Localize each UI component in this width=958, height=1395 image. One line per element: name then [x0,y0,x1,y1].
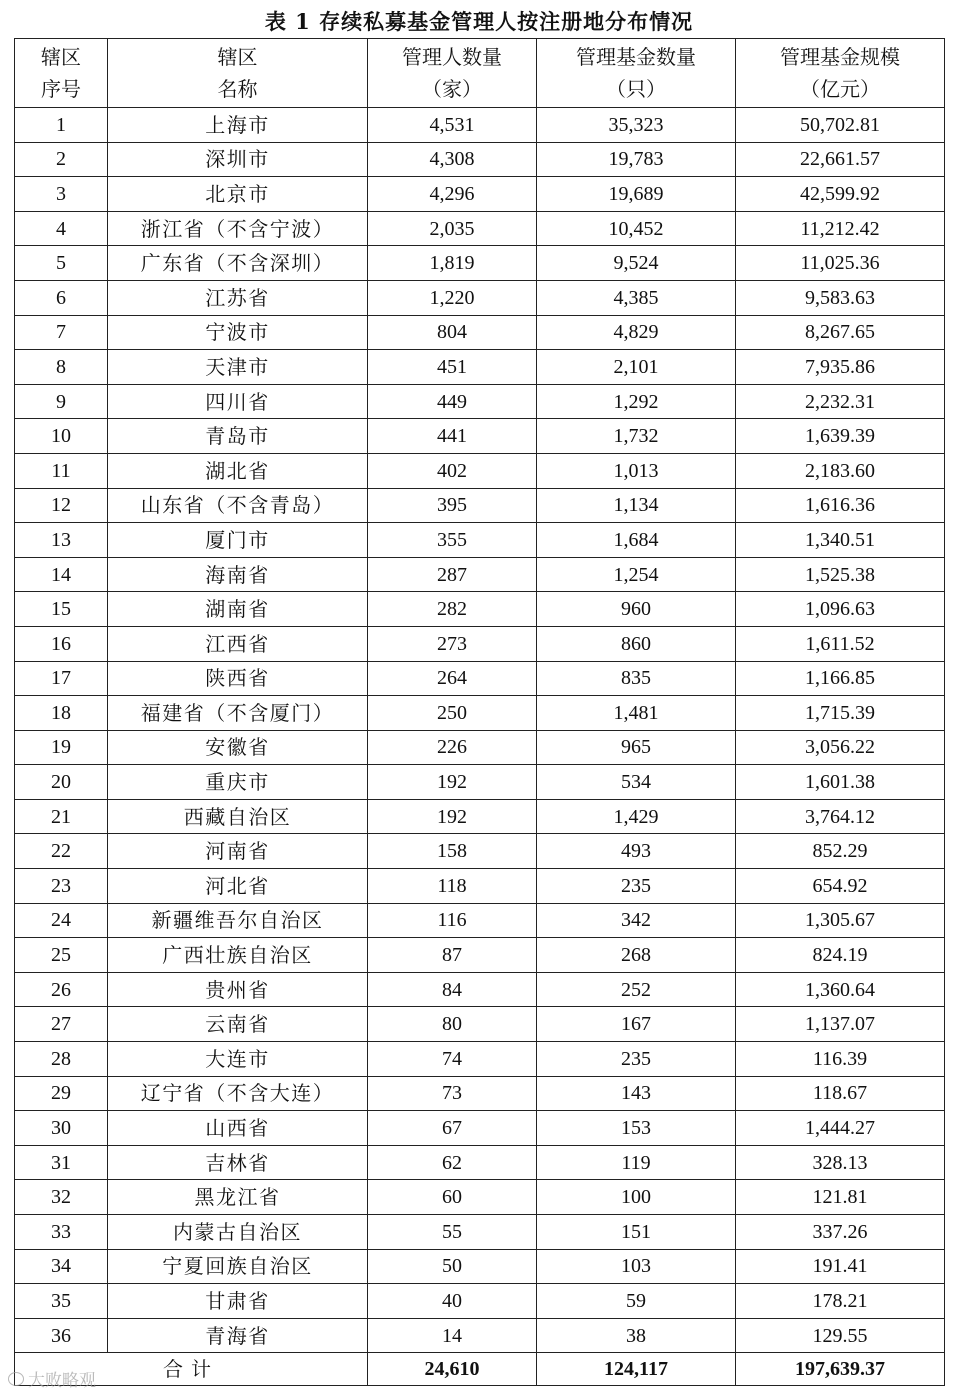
cell-managers: 158 [368,834,537,869]
header-index-line: 序号 [41,77,81,101]
cell-scale: 191.41 [736,1249,945,1284]
cell-region: 广西壮族自治区 [108,938,368,973]
table-row [15,419,945,454]
cell-region: 天津市 [108,350,368,385]
cell-index: 15 [15,592,108,627]
cell-scale: 852.29 [736,834,945,869]
cell-scale: 121.81 [736,1180,945,1215]
table-row [15,280,945,315]
cell-scale: 1,601.38 [736,765,945,800]
cell-scale: 1,096.63 [736,592,945,627]
header-index [15,39,108,108]
cell-managers: 87 [368,938,537,973]
cell-scale: 1,715.39 [736,696,945,731]
cell-scale: 50,702.81 [736,108,945,143]
cell-index: 4 [15,211,108,246]
cell-index: 36 [15,1318,108,1353]
watermark-text: 大败略观 [28,1371,96,1391]
cell-region: 陕西省 [108,661,368,696]
cell-index: 5 [15,246,108,281]
cell-scale: 328.13 [736,1145,945,1180]
cell-index: 1 [15,108,108,143]
cell-managers: 402 [368,453,537,488]
header-funds-line: （只） [606,77,666,101]
cell-scale: 42,599.92 [736,177,945,212]
cell-scale: 9,583.63 [736,280,945,315]
distribution-table [14,38,945,1386]
cell-scale: 118.67 [736,1076,945,1111]
cell-scale: 1,360.64 [736,972,945,1007]
table-row [15,453,945,488]
cell-region: 河南省 [108,834,368,869]
cell-index: 25 [15,938,108,973]
cell-index: 8 [15,350,108,385]
cell-index: 32 [15,1180,108,1215]
speech-bubble-icon [8,1372,24,1386]
header-region [108,39,368,108]
cell-scale: 1,611.52 [736,626,945,661]
cell-index: 24 [15,903,108,938]
cell-scale: 3,056.22 [736,730,945,765]
cell-managers: 40 [368,1284,537,1319]
cell-scale: 1,444.27 [736,1111,945,1146]
table-row [15,765,945,800]
cell-region: 西藏自治区 [108,799,368,834]
header-funds [537,39,736,108]
total-label: 合计 [15,1353,368,1386]
table-row [15,1249,945,1284]
table-row [15,696,945,731]
cell-funds: 268 [537,938,736,973]
cell-funds: 19,689 [537,177,736,212]
cell-funds: 1,429 [537,799,736,834]
table-row [15,1180,945,1215]
cell-region: 厦门市 [108,523,368,558]
cell-funds: 1,732 [537,419,736,454]
cell-index: 29 [15,1076,108,1111]
cell-index: 23 [15,869,108,904]
cell-region: 吉林省 [108,1145,368,1180]
table-row [15,869,945,904]
cell-funds: 860 [537,626,736,661]
cell-managers: 4,308 [368,142,537,177]
header-region-line: 名称 [217,77,258,101]
cell-funds: 252 [537,972,736,1007]
cell-managers: 1,220 [368,280,537,315]
cell-managers: 67 [368,1111,537,1146]
cell-index: 22 [15,834,108,869]
cell-funds: 103 [537,1249,736,1284]
cell-index: 34 [15,1249,108,1284]
total-row [15,1353,945,1386]
cell-region: 山东省（不含青岛） [108,488,368,523]
cell-scale: 129.55 [736,1318,945,1353]
cell-index: 3 [15,177,108,212]
cell-managers: 226 [368,730,537,765]
cell-region: 江西省 [108,626,368,661]
cell-index: 28 [15,1042,108,1077]
table-row [15,903,945,938]
table-row [15,661,945,696]
cell-region: 辽宁省（不含大连） [108,1076,368,1111]
cell-scale: 11,025.36 [736,246,945,281]
cell-region: 四川省 [108,384,368,419]
cell-index: 2 [15,142,108,177]
cell-index: 17 [15,661,108,696]
cell-region: 广东省（不含深圳） [108,246,368,281]
cell-region: 甘肃省 [108,1284,368,1319]
cell-index: 12 [15,488,108,523]
cell-managers: 118 [368,869,537,904]
cell-index: 11 [15,453,108,488]
cell-scale: 1,616.36 [736,488,945,523]
cell-scale: 8,267.65 [736,315,945,350]
cell-managers: 73 [368,1076,537,1111]
table-row [15,730,945,765]
cell-region: 青海省 [108,1318,368,1353]
cell-managers: 287 [368,557,537,592]
cell-scale: 7,935.86 [736,350,945,385]
cell-scale: 22,661.57 [736,142,945,177]
watermark [8,1366,96,1391]
header-managers-line: （家） [422,77,482,101]
cell-managers: 192 [368,799,537,834]
table-row [15,523,945,558]
table-row [15,938,945,973]
cell-region: 大连市 [108,1042,368,1077]
table-row [15,972,945,1007]
cell-region: 湖北省 [108,453,368,488]
cell-managers: 451 [368,350,537,385]
cell-region: 河北省 [108,869,368,904]
cell-scale: 654.92 [736,869,945,904]
cell-index: 21 [15,799,108,834]
cell-index: 19 [15,730,108,765]
total-funds: 124,117 [537,1353,736,1386]
cell-scale: 824.19 [736,938,945,973]
cell-funds: 9,524 [537,246,736,281]
cell-funds: 342 [537,903,736,938]
cell-funds: 1,254 [537,557,736,592]
cell-region: 青岛市 [108,419,368,454]
cell-managers: 355 [368,523,537,558]
cell-funds: 1,684 [537,523,736,558]
cell-funds: 119 [537,1145,736,1180]
cell-funds: 151 [537,1215,736,1250]
cell-index: 9 [15,384,108,419]
cell-scale: 3,764.12 [736,799,945,834]
cell-funds: 1,481 [537,696,736,731]
cell-managers: 84 [368,972,537,1007]
cell-funds: 493 [537,834,736,869]
cell-index: 33 [15,1215,108,1250]
cell-managers: 80 [368,1007,537,1042]
cell-region: 北京市 [108,177,368,212]
cell-managers: 4,296 [368,177,537,212]
cell-scale: 1,137.07 [736,1007,945,1042]
cell-managers: 4,531 [368,108,537,143]
cell-funds: 1,013 [537,453,736,488]
cell-funds: 10,452 [537,211,736,246]
cell-managers: 62 [368,1145,537,1180]
cell-funds: 100 [537,1180,736,1215]
cell-funds: 1,134 [537,488,736,523]
cell-funds: 1,292 [537,384,736,419]
cell-funds: 35,323 [537,108,736,143]
header-region-line: 辖区 [217,45,258,69]
cell-funds: 19,783 [537,142,736,177]
header-index-line: 辖区 [41,45,81,69]
cell-region: 云南省 [108,1007,368,1042]
cell-scale: 116.39 [736,1042,945,1077]
header-managers-line: 管理人数量 [402,45,502,69]
cell-funds: 143 [537,1076,736,1111]
table-row [15,1076,945,1111]
header-row [15,39,945,108]
cell-managers: 441 [368,419,537,454]
table-row [15,108,945,143]
cell-index: 13 [15,523,108,558]
total-managers: 24,610 [368,1353,537,1386]
cell-index: 10 [15,419,108,454]
table-row [15,488,945,523]
total-scale: 197,639.37 [736,1353,945,1386]
table-header [15,39,945,108]
cell-index: 31 [15,1145,108,1180]
table-title: 表 1 存续私募基金管理人按注册地分布情况 [264,9,694,34]
header-scale [736,39,945,108]
cell-scale: 1,525.38 [736,557,945,592]
table-row [15,350,945,385]
table-row [15,1318,945,1353]
table-row [15,626,945,661]
cell-managers: 192 [368,765,537,800]
cell-managers: 1,819 [368,246,537,281]
cell-index: 6 [15,280,108,315]
table-row [15,246,945,281]
cell-funds: 38 [537,1318,736,1353]
table-row [15,1145,945,1180]
cell-funds: 235 [537,869,736,904]
cell-managers: 116 [368,903,537,938]
cell-region: 福建省（不含厦门） [108,696,368,731]
cell-scale: 2,183.60 [736,453,945,488]
cell-region: 深圳市 [108,142,368,177]
cell-managers: 50 [368,1249,537,1284]
cell-index: 35 [15,1284,108,1319]
cell-region: 宁夏回族自治区 [108,1249,368,1284]
table-row [15,834,945,869]
cell-region: 江苏省 [108,280,368,315]
table-body [15,108,945,1353]
cell-scale: 337.26 [736,1215,945,1250]
cell-index: 18 [15,696,108,731]
cell-index: 7 [15,315,108,350]
cell-region: 内蒙古自治区 [108,1215,368,1250]
cell-scale: 1,340.51 [736,523,945,558]
cell-managers: 14 [368,1318,537,1353]
cell-index: 16 [15,626,108,661]
cell-region: 新疆维吾尔自治区 [108,903,368,938]
table-row [15,142,945,177]
cell-managers: 449 [368,384,537,419]
cell-managers: 282 [368,592,537,627]
cell-funds: 153 [537,1111,736,1146]
cell-funds: 59 [537,1284,736,1319]
header-managers [368,39,537,108]
cell-region: 湖南省 [108,592,368,627]
cell-region: 贵州省 [108,972,368,1007]
cell-managers: 395 [368,488,537,523]
cell-region: 海南省 [108,557,368,592]
cell-scale: 1,166.85 [736,661,945,696]
cell-funds: 167 [537,1007,736,1042]
cell-managers: 2,035 [368,211,537,246]
cell-funds: 960 [537,592,736,627]
table-row [15,211,945,246]
table-row [15,1042,945,1077]
header-funds-line: 管理基金数量 [576,45,696,69]
header-scale-line: 管理基金规模 [780,45,900,69]
table-row [15,384,945,419]
table-row [15,592,945,627]
cell-index: 27 [15,1007,108,1042]
table-row [15,799,945,834]
cell-scale: 178.21 [736,1284,945,1319]
cell-region: 上海市 [108,108,368,143]
table-row [15,1007,945,1042]
header-scale-line: （亿元） [800,77,880,101]
table-row [15,315,945,350]
cell-scale: 11,212.42 [736,211,945,246]
cell-index: 26 [15,972,108,1007]
table-row [15,177,945,212]
cell-managers: 60 [368,1180,537,1215]
cell-funds: 235 [537,1042,736,1077]
cell-managers: 804 [368,315,537,350]
cell-managers: 273 [368,626,537,661]
cell-region: 安徽省 [108,730,368,765]
cell-funds: 965 [537,730,736,765]
cell-region: 浙江省（不含宁波） [108,211,368,246]
table-row [15,1284,945,1319]
cell-index: 14 [15,557,108,592]
cell-index: 30 [15,1111,108,1146]
cell-managers: 55 [368,1215,537,1250]
cell-scale: 1,305.67 [736,903,945,938]
cell-region: 山西省 [108,1111,368,1146]
cell-region: 宁波市 [108,315,368,350]
table-row [15,1215,945,1250]
cell-funds: 835 [537,661,736,696]
cell-funds: 534 [537,765,736,800]
table-row [15,1111,945,1146]
cell-managers: 264 [368,661,537,696]
cell-managers: 250 [368,696,537,731]
cell-scale: 1,639.39 [736,419,945,454]
cell-index: 20 [15,765,108,800]
cell-funds: 4,385 [537,280,736,315]
cell-scale: 2,232.31 [736,384,945,419]
table-row [15,557,945,592]
cell-funds: 2,101 [537,350,736,385]
cell-region: 重庆市 [108,765,368,800]
cell-region: 黑龙江省 [108,1180,368,1215]
cell-managers: 74 [368,1042,537,1077]
cell-funds: 4,829 [537,315,736,350]
